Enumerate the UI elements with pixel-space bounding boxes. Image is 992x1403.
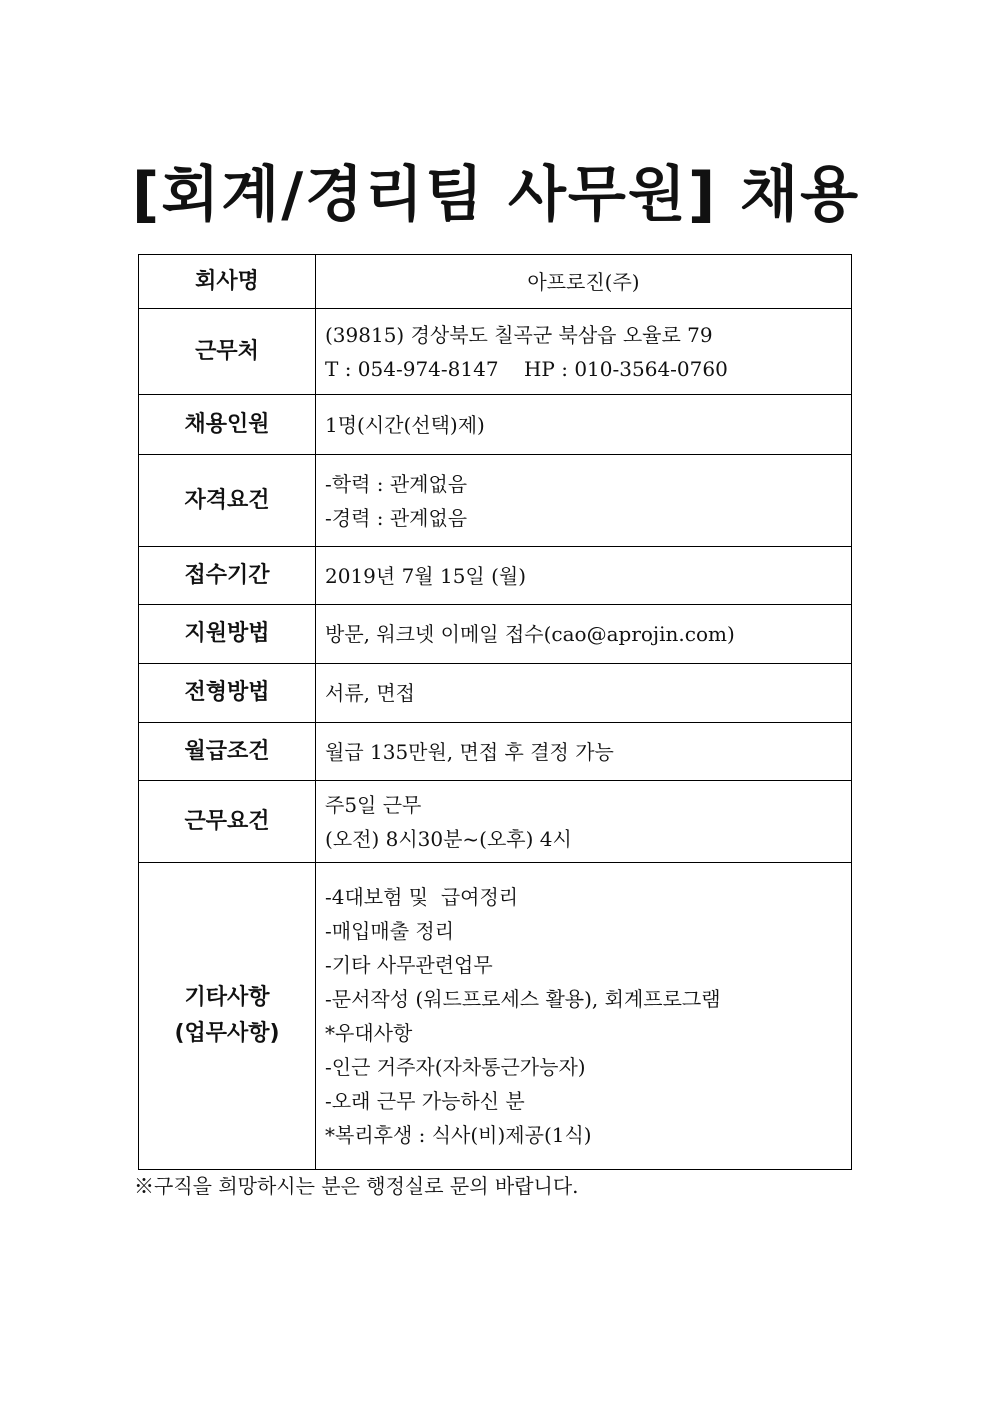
row-value	[316, 395, 852, 455]
welfare-text: *복리후생 : 식사(비)제공(1식)	[325, 1123, 592, 1147]
duty-item: -매입매출 정리	[325, 919, 455, 943]
preference-heading: *우대사항	[325, 1021, 413, 1045]
other-label-sub: (업무사항)	[174, 1021, 280, 1046]
job-info-table	[138, 254, 852, 1170]
work-hours: (오전) 8시30분~(오후) 4시	[325, 826, 572, 851]
company-name: 아프로진(주)	[527, 269, 640, 294]
row-label: 채용인원	[139, 395, 316, 455]
table-row	[139, 605, 852, 664]
row-label: 접수기간	[139, 547, 316, 605]
requirement-education: -학력 : 관계없음	[325, 471, 468, 496]
address-text: (39815) 경상북도 칠곡군 북삼읍 오율로 79	[325, 322, 713, 347]
table-row	[139, 395, 852, 455]
footer-note: ※구직을 희망하시는 분은 행정실로 문의 바랍니다.	[134, 1174, 579, 1198]
table-row	[139, 664, 852, 723]
row-value	[316, 863, 852, 1170]
table-row	[139, 455, 852, 547]
row-label	[139, 863, 316, 1170]
row-label: 회사명	[139, 255, 316, 309]
headcount-text: 1명(시간(선택)제)	[325, 412, 485, 437]
row-label: 전형방법	[139, 664, 316, 723]
row-value	[316, 781, 852, 863]
row-value	[316, 255, 852, 309]
table-row	[139, 255, 852, 309]
page-title: [회계/경리팀 사무원] 채용	[131, 160, 861, 230]
work-days: 주5일 근무	[325, 792, 422, 817]
selection-method: 서류, 면접	[325, 681, 415, 705]
other-label: 기타사항	[184, 985, 270, 1010]
row-value	[316, 605, 852, 664]
application-period: 2019년 7월 15일 (월)	[325, 563, 527, 588]
row-value	[316, 664, 852, 723]
row-label: 근무처	[139, 309, 316, 395]
row-label: 근무요건	[139, 781, 316, 863]
preference-item: -오래 근무 가능하신 분	[325, 1089, 525, 1113]
row-value	[316, 547, 852, 605]
table-row	[139, 781, 852, 863]
duty-item: -문서작성 (워드프로세스 활용), 회계프로그램	[325, 987, 721, 1011]
salary-text: 월급 135만원, 면접 후 결정 가능	[325, 739, 614, 764]
row-label: 월급조건	[139, 723, 316, 781]
duty-item: -4대보험 및 급여정리	[325, 885, 519, 909]
row-value	[316, 309, 852, 395]
phone-text: T : 054-974-8147 HP : 010-3564-0760	[325, 356, 728, 381]
application-method: 방문, 워크넷 이메일 접수(cao@aprojin.com)	[325, 622, 735, 646]
row-value	[316, 723, 852, 781]
table-row	[139, 863, 852, 1170]
row-value	[316, 455, 852, 547]
requirement-experience: -경력 : 관계없음	[325, 505, 468, 530]
table-row	[139, 309, 852, 395]
preference-item: -인근 거주자(자차통근가능자)	[325, 1055, 586, 1079]
table-row	[139, 723, 852, 781]
row-label: 자격요건	[139, 455, 316, 547]
row-label: 지원방법	[139, 605, 316, 664]
table-row	[139, 547, 852, 605]
duty-item: -기타 사무관련업무	[325, 953, 493, 977]
